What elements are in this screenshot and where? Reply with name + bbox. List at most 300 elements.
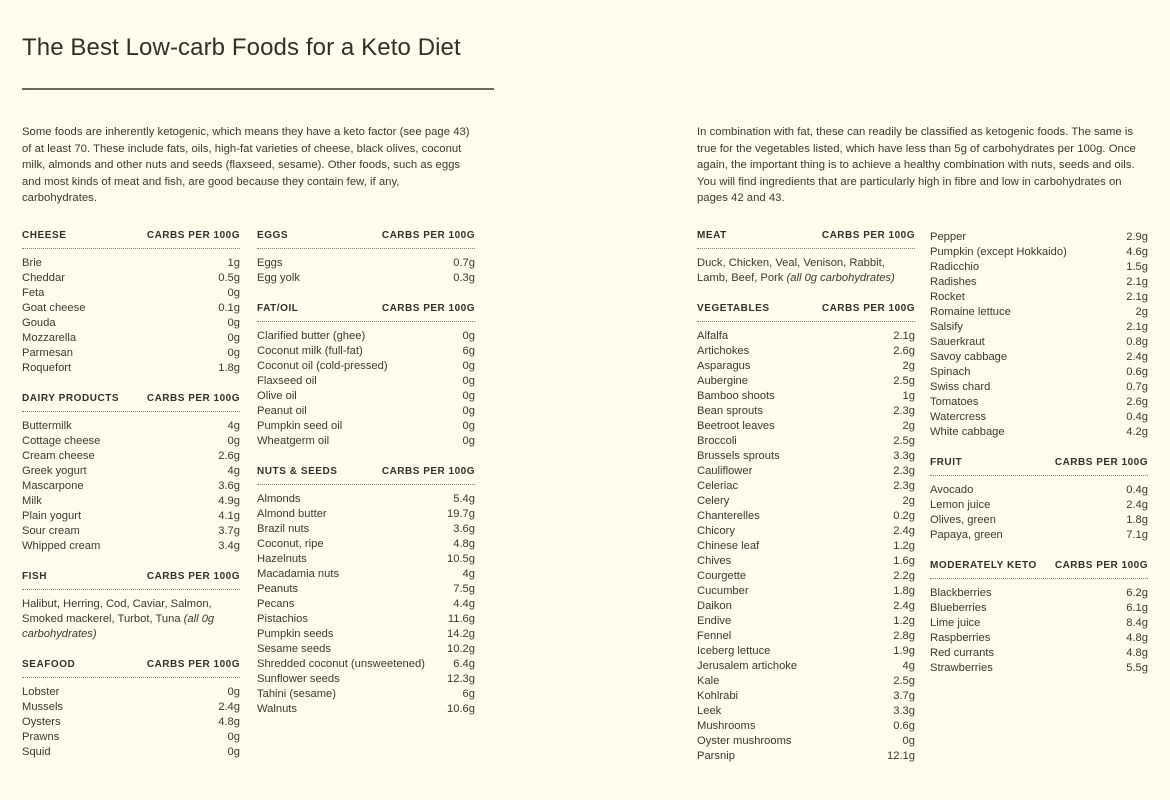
food-row xyxy=(930,380,1148,395)
food-carb-value: 0g xyxy=(227,317,240,329)
food-name: Shredded coconut (unsweetened) xyxy=(257,658,425,670)
food-section-moderately-keto xyxy=(930,560,1148,676)
food-name: Alfalfa xyxy=(697,330,729,342)
food-name: Egg yolk xyxy=(257,272,300,284)
food-list xyxy=(930,230,1148,440)
food-row xyxy=(257,567,475,582)
food-name: Goat cheese xyxy=(22,302,86,314)
food-carb-value: 0g xyxy=(462,405,475,417)
food-row xyxy=(257,434,475,449)
food-carb-value: 4.4g xyxy=(453,598,475,610)
food-list xyxy=(257,329,475,449)
food-section-seafood xyxy=(22,659,240,760)
food-row xyxy=(257,612,475,627)
section-header xyxy=(257,466,475,484)
food-row xyxy=(697,419,915,434)
food-carb-value: 2.5g xyxy=(893,375,915,387)
food-name: Blueberries xyxy=(930,602,987,614)
food-list xyxy=(697,329,915,764)
food-carb-value: 0g xyxy=(227,686,240,698)
food-name: Flaxseed oil xyxy=(257,375,317,387)
food-row xyxy=(697,509,915,524)
section-header xyxy=(257,303,475,321)
food-name: Gouda xyxy=(22,317,56,329)
food-name: Savoy cabbage xyxy=(930,351,1008,363)
food-carb-value: 2.1g xyxy=(893,330,915,342)
food-row xyxy=(930,245,1148,260)
food-name: Aubergine xyxy=(697,375,749,387)
food-row xyxy=(257,537,475,552)
food-carb-value: 0.4g xyxy=(1126,484,1148,496)
food-row xyxy=(22,419,240,434)
food-name: Celeriac xyxy=(697,480,739,492)
food-row xyxy=(697,524,915,539)
food-row xyxy=(697,389,915,404)
food-carb-value: 19.7g xyxy=(447,508,475,520)
carbs-column-header: CARBS PER 100G xyxy=(146,393,240,404)
food-name: Hazelnuts xyxy=(257,553,307,565)
food-carb-value: 3.6g xyxy=(218,480,240,492)
food-carb-value: 2.1g xyxy=(1126,321,1148,333)
food-name: Bean sprouts xyxy=(697,405,763,417)
food-section-vegetables xyxy=(697,303,915,764)
food-carb-value: 0g xyxy=(902,735,915,747)
food-row xyxy=(930,335,1148,350)
intro-paragraph-right xyxy=(697,124,1149,207)
food-carb-value: 1.2g xyxy=(893,615,915,627)
food-name: Mascarpone xyxy=(22,480,84,492)
section-divider xyxy=(22,248,240,249)
food-name: Almond butter xyxy=(257,508,327,520)
food-carb-value: 3.4g xyxy=(218,540,240,552)
food-name: Lemon juice xyxy=(930,499,991,511)
food-row xyxy=(930,350,1148,365)
food-row xyxy=(697,584,915,599)
food-name: Iceberg lettuce xyxy=(697,645,771,657)
food-name: Pecans xyxy=(257,598,295,610)
section-header xyxy=(930,560,1148,578)
food-carb-value: 1g xyxy=(227,257,240,269)
food-name: Macadamia nuts xyxy=(257,568,340,580)
food-carb-value: 2.1g xyxy=(1126,291,1148,303)
food-name: Blackberries xyxy=(930,587,992,599)
food-name: Roquefort xyxy=(22,362,72,374)
section-divider xyxy=(22,411,240,412)
food-section-fish xyxy=(22,571,240,642)
food-row xyxy=(930,320,1148,335)
food-row xyxy=(257,419,475,434)
food-name: Leek xyxy=(697,705,722,717)
food-name: Pumpkin seeds xyxy=(257,628,334,640)
food-row xyxy=(257,256,475,271)
food-carb-value: 3.3g xyxy=(893,705,915,717)
carbs-column-header: CARBS PER 100G xyxy=(381,303,475,314)
food-row xyxy=(930,230,1148,245)
food-name: Coconut milk (full-fat) xyxy=(257,345,363,357)
food-row xyxy=(257,672,475,687)
food-carb-value: 3.6g xyxy=(453,523,475,535)
food-name: Endive xyxy=(697,615,732,627)
title-divider xyxy=(22,88,494,90)
food-row xyxy=(697,479,915,494)
food-carb-value: 2.6g xyxy=(1126,396,1148,408)
food-name: Kohlrabi xyxy=(697,690,739,702)
food-name: Squid xyxy=(22,746,51,758)
food-row xyxy=(22,286,240,301)
food-row xyxy=(257,702,475,717)
food-carb-value: 0g xyxy=(227,287,240,299)
food-carb-value: 4.2g xyxy=(1126,426,1148,438)
food-row xyxy=(22,494,240,509)
title-block xyxy=(22,34,502,90)
food-carb-value: 4g xyxy=(462,568,475,580)
food-row xyxy=(697,674,915,689)
food-name: Avocado xyxy=(930,484,974,496)
food-row xyxy=(22,316,240,331)
food-carb-value: 0g xyxy=(462,360,475,372)
food-name: Pistachios xyxy=(257,613,308,625)
note-carb-annotation: (all 0g carbohydrates) xyxy=(786,272,895,284)
food-name: Cheddar xyxy=(22,272,65,284)
food-row xyxy=(22,539,240,554)
food-row xyxy=(22,700,240,715)
food-name: Papaya, green xyxy=(930,529,1003,541)
carbs-column-header: CARBS PER 100G xyxy=(381,230,475,241)
food-row xyxy=(697,614,915,629)
food-carb-value: 8.4g xyxy=(1126,617,1148,629)
section-header xyxy=(697,230,915,248)
food-name: Coconut oil (cold-pressed) xyxy=(257,360,388,372)
section-title: NUTS & SEEDS xyxy=(257,466,338,477)
food-row xyxy=(257,344,475,359)
food-name: Walnuts xyxy=(257,703,297,715)
food-row xyxy=(697,359,915,374)
food-carb-value: 0.7g xyxy=(453,257,475,269)
food-name: Sunflower seeds xyxy=(257,673,340,685)
food-row xyxy=(257,582,475,597)
food-carb-value: 4.9g xyxy=(218,495,240,507)
food-carb-value: 7.5g xyxy=(453,583,475,595)
food-name: Greek yogurt xyxy=(22,465,87,477)
food-carb-value: 0.3g xyxy=(453,272,475,284)
food-carb-value: 4g xyxy=(902,660,915,672)
section-title: FAT/OIL xyxy=(257,303,299,314)
food-name: Prawns xyxy=(22,731,60,743)
food-section-cheese xyxy=(22,230,240,376)
food-column-3 xyxy=(697,230,915,781)
section-divider xyxy=(697,248,915,249)
food-carb-value: 2g xyxy=(902,420,915,432)
food-carb-value: 3.3g xyxy=(893,450,915,462)
food-row xyxy=(697,704,915,719)
food-name: Brie xyxy=(22,257,42,269)
food-name: Strawberries xyxy=(930,662,993,674)
section-header xyxy=(697,303,915,321)
food-name: Swiss chard xyxy=(930,381,991,393)
food-carb-value: 5.4g xyxy=(453,493,475,505)
intro-paragraph-left xyxy=(22,124,472,207)
food-row xyxy=(930,275,1148,290)
food-carb-value: 11.6g xyxy=(447,613,475,625)
food-row xyxy=(22,715,240,730)
food-name: Brussels sprouts xyxy=(697,450,780,462)
carbs-column-header: CARBS PER 100G xyxy=(146,571,240,582)
food-name: Lime juice xyxy=(930,617,981,629)
note-carb-annotation: (all 0g carbohydrates) xyxy=(22,613,215,640)
food-name: Mozzarella xyxy=(22,332,77,344)
food-list xyxy=(22,256,240,376)
food-carb-value: 7.1g xyxy=(1126,529,1148,541)
food-row xyxy=(257,404,475,419)
carbs-column-header: CARBS PER 100G xyxy=(1054,457,1148,468)
carbs-column-header: CARBS PER 100G xyxy=(381,466,475,477)
food-name: Lobster xyxy=(22,686,60,698)
section-header xyxy=(22,230,240,248)
food-carb-value: 0.4g xyxy=(1126,411,1148,423)
food-carb-value: 2.3g xyxy=(893,405,915,417)
food-row xyxy=(697,329,915,344)
food-row xyxy=(930,305,1148,320)
food-column-2 xyxy=(257,230,475,734)
food-name: White cabbage xyxy=(930,426,1005,438)
section-title: SEAFOOD xyxy=(22,659,76,670)
food-name: Salsify xyxy=(930,321,963,333)
food-name: Oysters xyxy=(22,716,61,728)
food-row xyxy=(697,734,915,749)
food-row xyxy=(22,524,240,539)
food-row xyxy=(22,730,240,745)
section-note xyxy=(697,256,915,286)
section-header xyxy=(22,571,240,589)
food-name: Whipped cream xyxy=(22,540,101,552)
food-name: Buttermilk xyxy=(22,420,72,432)
food-name: Milk xyxy=(22,495,42,507)
section-title: VEGETABLES xyxy=(697,303,770,314)
food-name: Jerusalem artichoke xyxy=(697,660,798,672)
food-row xyxy=(930,631,1148,646)
food-carb-value: 0g xyxy=(462,390,475,402)
food-carb-value: 10.6g xyxy=(447,703,475,715)
food-row xyxy=(257,507,475,522)
food-carb-value: 0g xyxy=(227,731,240,743)
food-name: Chanterelles xyxy=(697,510,760,522)
food-section-dairy-products xyxy=(22,393,240,554)
food-name: Romaine lettuce xyxy=(930,306,1011,318)
food-row xyxy=(697,644,915,659)
food-column-1 xyxy=(22,230,240,777)
food-row xyxy=(257,271,475,286)
food-row xyxy=(930,528,1148,543)
food-carb-value: 3.7g xyxy=(893,690,915,702)
food-name: Clarified butter (ghee) xyxy=(257,330,366,342)
food-name: Plain yogurt xyxy=(22,510,82,522)
food-row xyxy=(930,661,1148,676)
food-row xyxy=(930,616,1148,631)
food-name: Radishes xyxy=(930,276,977,288)
food-name: Chives xyxy=(697,555,732,567)
food-row xyxy=(22,509,240,524)
food-name: Cucumber xyxy=(697,585,749,597)
food-carb-value: 2.3g xyxy=(893,465,915,477)
food-carb-value: 2.6g xyxy=(893,345,915,357)
food-row xyxy=(22,301,240,316)
section-title: FRUIT xyxy=(930,457,963,468)
food-carb-value: 2g xyxy=(1135,306,1148,318)
food-name: Olives, green xyxy=(930,514,996,526)
section-header xyxy=(22,659,240,677)
food-row xyxy=(22,449,240,464)
food-carb-value: 2.6g xyxy=(218,450,240,462)
food-row xyxy=(697,719,915,734)
food-carb-value: 1.6g xyxy=(893,555,915,567)
intro-text-right: In combination with fat, these can readily be classified as ketogenic foods. The same is true for the vegetables listed, which have less than 5g of carbohydrates per 100g. Once again, the important thing is to achieve a healthy combination with nuts, seeds and oils. You will find ingredients that are particularly high in fibre and low in carbohydrates on pages 42 and 43. xyxy=(697,126,1136,205)
section-title: FISH xyxy=(22,571,47,582)
food-carb-value: 1.8g xyxy=(218,362,240,374)
food-row xyxy=(697,749,915,764)
food-carb-value: 4g xyxy=(227,420,240,432)
food-row xyxy=(697,689,915,704)
food-row xyxy=(697,374,915,389)
section-title: MODERATELY KETO xyxy=(930,560,1037,571)
food-row xyxy=(257,627,475,642)
food-name: Tahini (sesame) xyxy=(257,688,336,700)
food-carb-value: 6g xyxy=(462,345,475,357)
food-row xyxy=(697,464,915,479)
food-carb-value: 2.5g xyxy=(893,675,915,687)
food-name: Coconut, ripe xyxy=(257,538,324,550)
food-name: Brazil nuts xyxy=(257,523,310,535)
food-carb-value: 6.2g xyxy=(1126,587,1148,599)
food-carb-value: 1g xyxy=(902,390,915,402)
food-row xyxy=(22,685,240,700)
food-name: Chicory xyxy=(697,525,735,537)
section-divider xyxy=(930,475,1148,476)
food-name: Sesame seeds xyxy=(257,643,332,655)
food-row xyxy=(697,599,915,614)
food-section-fat-oil xyxy=(257,303,475,449)
food-carb-value: 4.8g xyxy=(1126,632,1148,644)
section-divider xyxy=(257,484,475,485)
food-name: Bamboo shoots xyxy=(697,390,775,402)
food-name: Mussels xyxy=(22,701,64,713)
food-name: Sour cream xyxy=(22,525,80,537)
food-carb-value: 12.1g xyxy=(887,750,915,762)
food-row xyxy=(257,389,475,404)
food-carb-value: 1.5g xyxy=(1126,261,1148,273)
food-row xyxy=(930,260,1148,275)
food-name: Parsnip xyxy=(697,750,735,762)
food-carb-value: 2.8g xyxy=(893,630,915,642)
food-name: Pumpkin (except Hokkaido) xyxy=(930,246,1067,258)
food-name: Cottage cheese xyxy=(22,435,101,447)
food-row xyxy=(22,434,240,449)
food-row xyxy=(930,483,1148,498)
food-name: Daikon xyxy=(697,600,732,612)
food-row xyxy=(930,498,1148,513)
food-carb-value: 1.9g xyxy=(893,645,915,657)
food-carb-value: 2.4g xyxy=(218,701,240,713)
food-carb-value: 2.4g xyxy=(1126,499,1148,511)
section-divider xyxy=(930,578,1148,579)
food-carb-value: 0g xyxy=(462,375,475,387)
food-name: Eggs xyxy=(257,257,283,269)
food-row xyxy=(930,410,1148,425)
food-carb-value: 2.2g xyxy=(893,570,915,582)
food-section-eggs xyxy=(257,230,475,286)
section-header xyxy=(257,230,475,248)
food-row xyxy=(257,329,475,344)
food-name: Fennel xyxy=(697,630,732,642)
food-name: Oyster mushrooms xyxy=(697,735,792,747)
food-row xyxy=(697,539,915,554)
food-list xyxy=(930,586,1148,676)
food-name: Olive oil xyxy=(257,390,297,402)
food-row xyxy=(697,659,915,674)
food-carb-value: 10.2g xyxy=(447,643,475,655)
carbs-column-header: CARBS PER 100G xyxy=(821,303,915,314)
food-name: Almonds xyxy=(257,493,301,505)
food-carb-value: 0g xyxy=(462,435,475,447)
section-header xyxy=(930,457,1148,475)
food-carb-value: 0g xyxy=(227,746,240,758)
food-name: Asparagus xyxy=(697,360,751,372)
food-row xyxy=(697,449,915,464)
food-carb-value: 2.4g xyxy=(893,600,915,612)
food-name: Cream cheese xyxy=(22,450,95,462)
section-title: MEAT xyxy=(697,230,727,241)
food-name: Parmesan xyxy=(22,347,73,359)
section-title: DAIRY PRODUCTS xyxy=(22,393,120,404)
food-carb-value: 2.3g xyxy=(893,480,915,492)
food-name: Pepper xyxy=(930,231,967,243)
food-carb-value: 0.2g xyxy=(893,510,915,522)
food-carb-value: 2.4g xyxy=(1126,351,1148,363)
food-carb-value: 3.7g xyxy=(218,525,240,537)
section-divider xyxy=(257,248,475,249)
food-row xyxy=(697,344,915,359)
food-name: Peanuts xyxy=(257,583,299,595)
carbs-column-header: CARBS PER 100G xyxy=(821,230,915,241)
food-row xyxy=(697,569,915,584)
food-carb-value: 0.6g xyxy=(893,720,915,732)
food-carb-value: 0g xyxy=(227,347,240,359)
food-row xyxy=(930,290,1148,305)
food-column-4 xyxy=(930,230,1148,693)
food-carb-value: 4.1g xyxy=(218,510,240,522)
food-row xyxy=(930,395,1148,410)
food-list xyxy=(257,256,475,286)
section-divider xyxy=(697,321,915,322)
note-text: Duck, Chicken, Veal, Venison, Rabbit, Lamb, Beef, Pork xyxy=(697,257,885,284)
food-row xyxy=(22,464,240,479)
food-name: Chinese leaf xyxy=(697,540,760,552)
food-carb-value: 0g xyxy=(462,330,475,342)
section-title: EGGS xyxy=(257,230,289,241)
food-row xyxy=(22,256,240,271)
food-name: Raspberries xyxy=(930,632,991,644)
food-row xyxy=(697,554,915,569)
food-carb-value: 0.5g xyxy=(218,272,240,284)
section-divider xyxy=(257,321,475,322)
food-carb-value: 0g xyxy=(227,435,240,447)
food-row xyxy=(257,374,475,389)
food-carb-value: 1.8g xyxy=(893,585,915,597)
food-name: Rocket xyxy=(930,291,965,303)
note-text: Halibut, Herring, Cod, Caviar, Salmon, Smoked mackerel, Turbot, Tuna xyxy=(22,598,212,625)
food-name: Kale xyxy=(697,675,720,687)
food-name: Sauerkraut xyxy=(930,336,985,348)
food-name: Red currants xyxy=(930,647,995,659)
